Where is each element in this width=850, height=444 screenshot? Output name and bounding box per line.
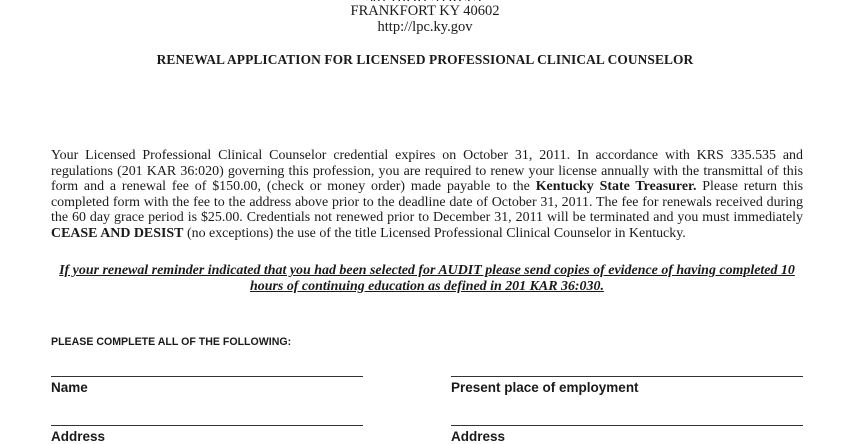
instructions-heading: PLEASE COMPLETE ALL OF THE FOLLOWING: [51,336,292,348]
header-website: http://lpc.ky.gov [377,19,473,35]
name-label: Name [51,380,88,395]
address-left-label: Address [51,429,106,444]
audit-notice: If your renewal reminder indicated that you had been selected for AUDIT please send copies of evidence of having completed 10 hours of continuing education as defined in 201 KAR 36:030. [59,263,795,294]
payee-name: Kentucky State Treasurer. [535,179,697,195]
form-title: RENEWAL APPLICATION FOR LICENSED PROFESSIONAL CLINICAL COUNSELOR [156,52,694,67]
name-field-line[interactable] [51,376,363,377]
employment-field-line[interactable] [451,376,803,377]
employment-label: Present place of employment [451,380,639,395]
address-left-field-line[interactable] [51,425,363,426]
header-address-cut [0,0,850,1]
intro-paragraph [51,148,803,242]
header-city: FRANKFORT KY 40602 [350,3,500,19]
intro-text-3: (no exceptions) the use of the title Licensed Professional Clinical Counselor in Kentucky. [183,225,686,241]
address-right-field-line[interactable] [451,425,803,426]
address-right-label: Address [451,429,506,444]
intro-text-2: Please return this completed form with the fee to the address above prior to the deadline date of October 31, 2011. The fee for renewals received during the 60 day grace period is $25.00. Credentials not renewed prior to December 31, 2011 will be terminated and you must immediately [51,179,803,226]
intro-text-1: Your Licensed Professional Clinical Counselor credential expires on October 31, 2011. In accordance with KRS 335.535 and regulations (201 KAR 36:020) governing this profession, you are required to renew your license annually with the transmittal of this form and a renewal fee of $150.00, (check or money order) made payable to the [51,148,803,195]
cease-desist: CEASE AND DESIST [51,225,184,241]
